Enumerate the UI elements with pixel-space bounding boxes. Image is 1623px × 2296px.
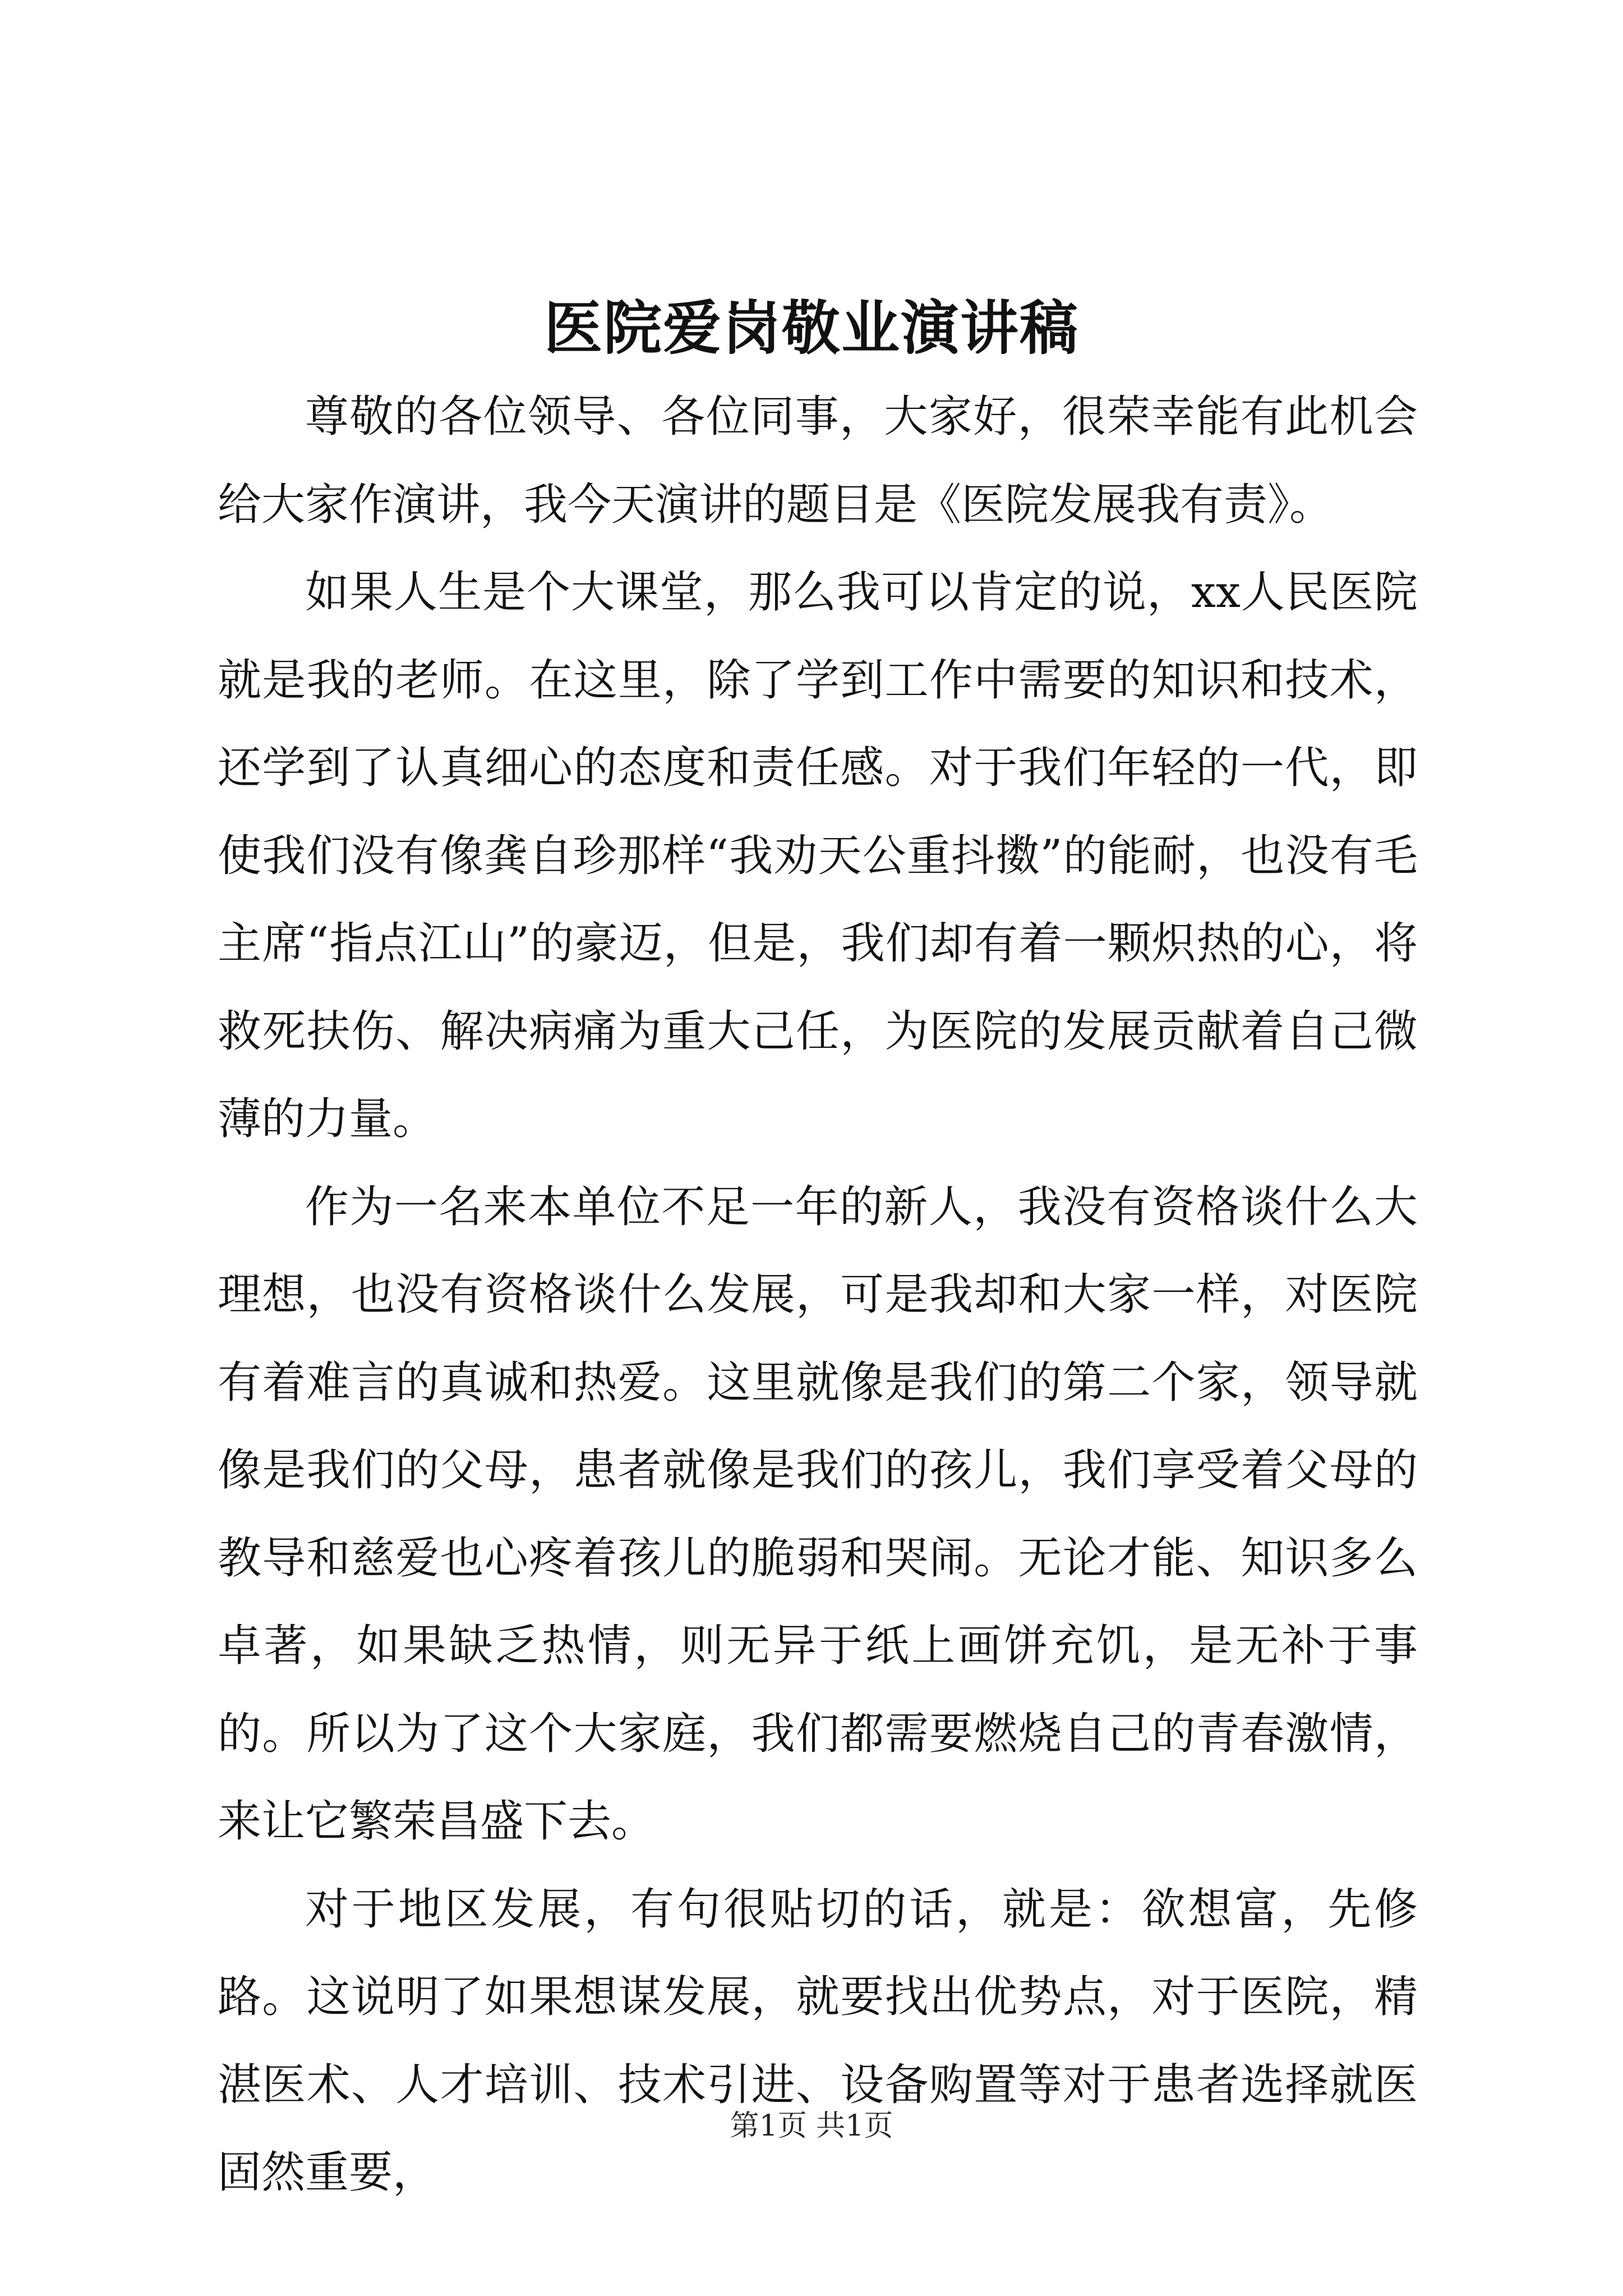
page-footer: 第1页 共1页 [730,2109,893,2143]
document-title: 医院爱岗敬业演讲稿 [543,293,1079,362]
document-body [218,373,1418,2217]
paragraph-newcomer: 作为一名来本单位不足一年的新人，我没有资格谈什么大理想，也没有资格谈什么发展，可是我却和大家一样，对医院有着难言的真诚和热爱。这里就像是我们的第二个家，领导就像是我们的父母，患者就像是我们的孩儿，我们享受着父母的教导和慈爱也心疼着孩儿的脆弱和哭闹。无论才能、知识多么卓著，如果缺乏热情，则无异于纸上画饼充饥，是无补于事的。所以为了这个大家庭，我们都需要燃烧自己的青春激情，来让它繁荣昌盛下去。 [218,1181,1418,1847]
paragraph-development: 对于地区发展，有句很贴切的话，就是：欲想富，先修路。这说明了如果想谋发展，就要找出优势点，对于医院，精湛医术、人才培训、技术引进、设备购置等对于患者选择就医固然重要， [218,1884,1418,2198]
paragraph-hospital-teacher: 如果人生是个大课堂，那么我可以肯定的说，xx人民医院就是我的老师。在这里，除了学到工作中需要的知识和技术，还学到了认真细心的态度和责任感。对于我们年轻的一代，即使我们没有像龚自珍那样“我劝天公重抖擞”的能耐，也没有毛主席“指点江山”的豪迈，但是，我们却有着一颗炽热的心，将救死扶伤、解决病痛为重大己任，为医院的发展贡献着自己微薄的力量。 [218,567,1418,1144]
paragraph-greeting: 尊敬的各位领导、各位同事，大家好，很荣幸能有此机会给大家作演讲，我今天演讲的题目是《医院发展我有责》。 [218,392,1418,530]
